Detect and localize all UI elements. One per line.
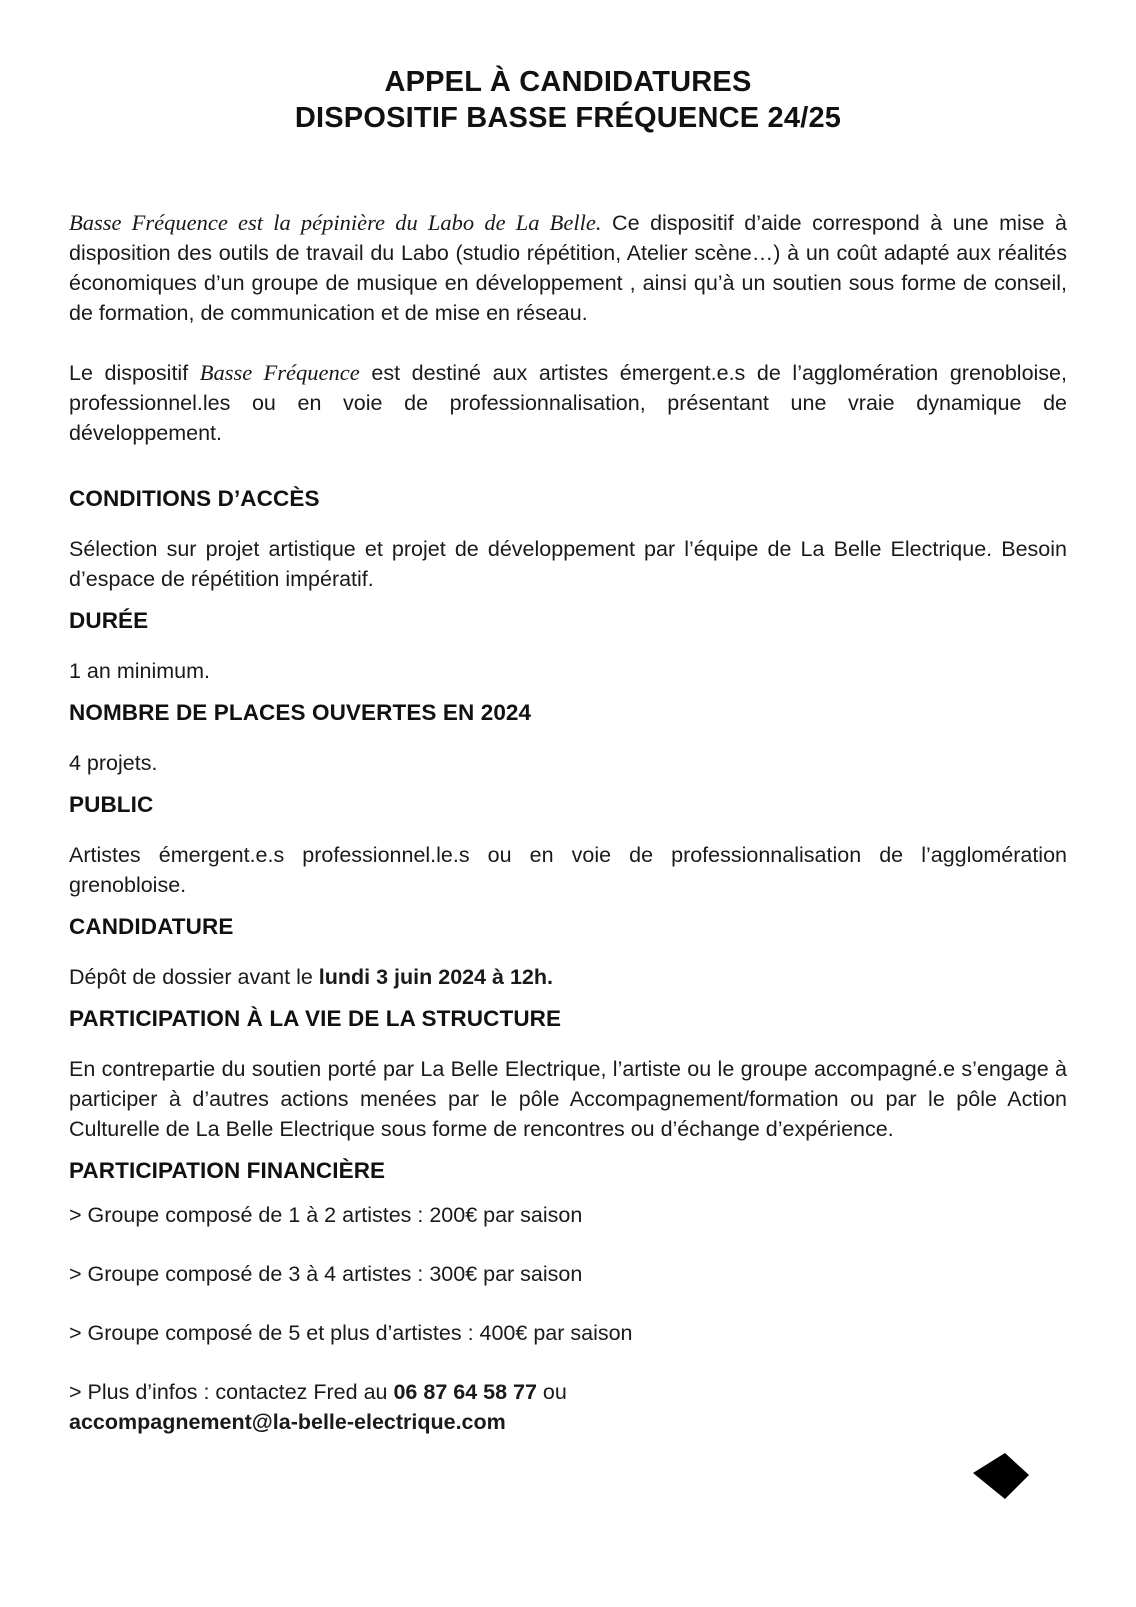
contact-text-mid: ou <box>536 1380 567 1404</box>
contact-email[interactable]: accompagnement@la-belle-electrique.com <box>69 1410 506 1434</box>
heading-conditions: CONDITIONS D’ACCÈS <box>69 486 320 511</box>
intro-paragraph-1-text: Ce dispositif d’aide correspond à une mise à disposition des outils de travail du Labo (studio répétition, Atelier scène…) à un coût adapté aux réalités économiques d’un groupe de musique en développement , ainsi qu’à un soutien sous forme de conseil, de formation, de communication et de mise en réseau. <box>69 211 1067 325</box>
fee-item-3: > Groupe composé de 5 et plus d’artistes : 400€ par saison <box>69 1321 633 1345</box>
page-title <box>69 64 1067 136</box>
heading-public: PUBLIC <box>69 792 154 817</box>
la-belle-electrique-logo-icon <box>945 1415 1065 1535</box>
heading-participation-vie: PARTICIPATION À LA VIE DE LA STRUCTURE <box>69 1006 562 1031</box>
heading-duree: DURÉE <box>69 608 149 633</box>
candidature-deadline: lundi 3 juin 2024 à 12h. <box>318 965 553 989</box>
intro-paragraph-1 <box>69 208 1067 328</box>
contact-text-start: > Plus d’infos : contactez Fred au <box>69 1380 394 1404</box>
duree-text: 1 an minimum. <box>69 659 210 683</box>
candidature-text-start: Dépôt de dossier avant le <box>69 965 319 989</box>
conditions-text: Sélection sur projet artistique et projet de développement par l’équipe de La Belle Electrique. Besoin d’espace de répétition impératif. <box>69 537 1067 591</box>
intro <box>69 208 1067 448</box>
fee-item-1: > Groupe composé de 1 à 2 artistes : 200€ par saison <box>69 1203 583 1227</box>
document-page <box>69 0 1067 1437</box>
contact-line <box>69 1377 1067 1437</box>
fee-item-2: > Groupe composé de 3 à 4 artistes : 300€ par saison <box>69 1262 583 1286</box>
contact-phone: 06 87 64 58 77 <box>393 1380 537 1404</box>
participation-vie-text: En contrepartie du soutien porté par La Belle Electrique, l’artiste ou le groupe accompagné.e s’engage à participer à d’autres actions menées par le pôle Accompagnement/formation ou par le pôle Action Culturelle de La Belle Electrique sous forme de rencontres ou d’échange d’expérience. <box>69 1057 1067 1141</box>
intro-italic-name: Basse Fréquence <box>199 360 360 385</box>
title-line-2: DISPOSITIF BASSE FRÉQUENCE 24/25 <box>294 102 842 134</box>
places-text: 4 projets. <box>69 751 158 775</box>
intro-italic-lead: Basse Fréquence est la pépinière du Labo de La Belle. <box>69 210 602 235</box>
intro-paragraph-2-text: est destiné aux artistes émergent.e.s de l’agglomération grenobloise, professionnel.les ou en voie de professionnalisation, présentant une vraie dynamique de développement. <box>69 361 1067 445</box>
heading-places: NOMBRE DE PLACES OUVERTES EN 2024 <box>69 700 532 725</box>
intro-paragraph-2 <box>69 358 1067 448</box>
heading-participation-financiere: PARTICIPATION FINANCIÈRE <box>69 1158 386 1183</box>
title-line-1: APPEL À CANDIDATURES <box>384 66 752 98</box>
logo-graphic-icon <box>945 1415 1065 1535</box>
intro-paragraph-2-start: Le dispositif <box>69 361 200 385</box>
fee-list <box>69 1200 1067 1437</box>
public-text: Artistes émergent.e.s professionnel.le.s ou en voie de professionnalisation de l’agglomération grenobloise. <box>69 843 1067 897</box>
candidature-text <box>69 962 1067 992</box>
heading-candidature: CANDIDATURE <box>69 914 234 939</box>
